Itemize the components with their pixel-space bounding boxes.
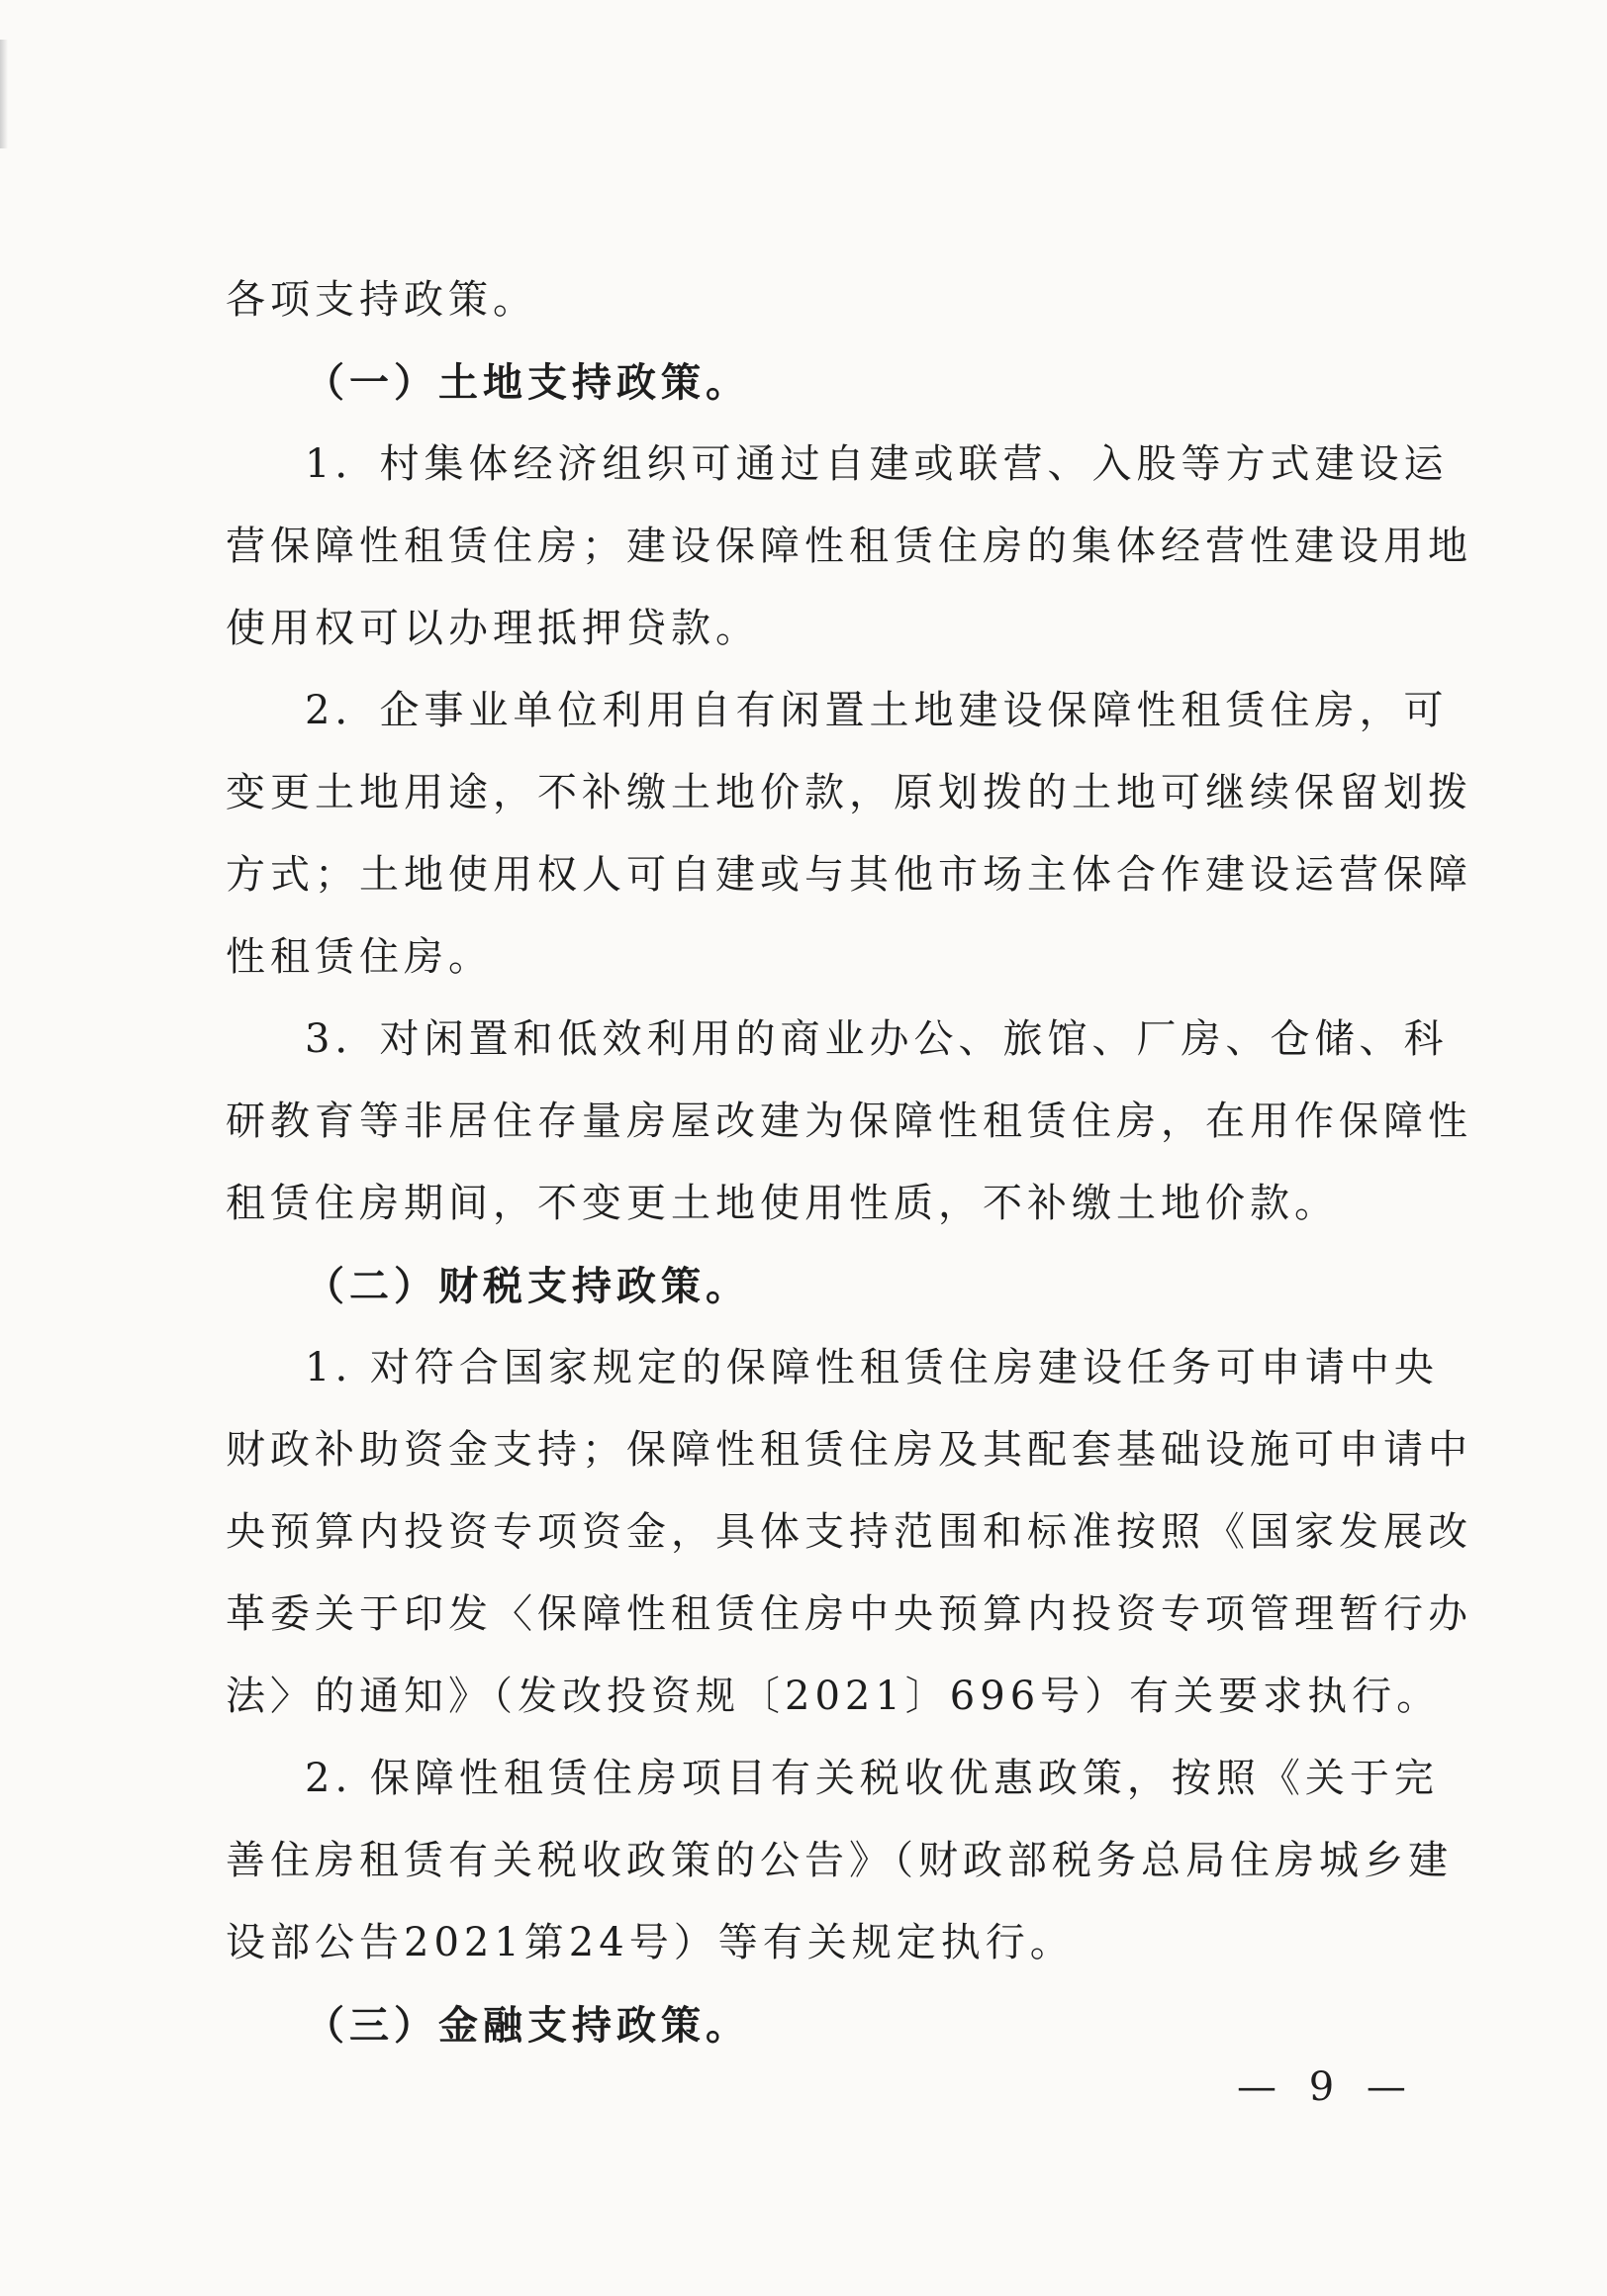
text-line: 变更土地用途，不补缴土地价款，原划拨的土地可继续保留划拨 [226, 770, 1472, 815]
body-text [226, 259, 1472, 2066]
text-line: 善住房租赁有关税收政策的公告》（财政部税务总局住房城乡建 [226, 1838, 1453, 1883]
text-line: 设部公告2021第24号）等有关规定执行。 [226, 1920, 1075, 1965]
section-heading-fiscal: （二）财税支持政策。 [305, 1263, 750, 1309]
section-heading-finance: （三）金融支持政策。 [305, 2002, 750, 2049]
text-line: 各项支持政策。 [226, 277, 537, 323]
text-line: 法〉的通知》（发改投资规〔2021〕696号）有关要求执行。 [226, 1674, 1442, 1719]
text-line: 租赁住房期间，不变更土地使用性质，不补缴土地价款。 [226, 1181, 1339, 1226]
text-line: 3．对闲置和低效利用的商业办公、旅馆、厂房、仓储、科 [305, 1016, 1449, 1062]
text-line: 使用权可以办理抵押贷款。 [226, 606, 760, 651]
text-line: 性租赁住房。 [226, 934, 493, 980]
text-line: 1. 对符合国家规定的保障性租赁住房建设任务可申请中央 [305, 1345, 1439, 1390]
text-line: 央预算内投资专项资金，具体支持范围和标准按照《国家发展改 [226, 1509, 1472, 1555]
text-line: 财政补助资金支持；保障性租赁住房及其配套基础设施可申请中 [226, 1427, 1472, 1473]
section-heading-land: （一）土地支持政策。 [305, 359, 750, 406]
text-line: 研教育等非居住存量房屋改建为保障性租赁住房，在用作保障性 [226, 1099, 1472, 1144]
page-number: — 9 — [1237, 2064, 1416, 2110]
text-line: 2．企事业单位利用自有闲置土地建设保障性租赁住房，可 [305, 688, 1449, 733]
text-line: 1．村集体经济组织可通过自建或联营、入股等方式建设运 [305, 441, 1449, 487]
text-line: 革委关于印发〈保障性租赁住房中央预算内投资专项管理暂行办 [226, 1591, 1472, 1637]
text-line: 营保障性租赁住房；建设保障性租赁住房的集体经营性建设用地 [226, 524, 1472, 569]
scan-edge-shadow [0, 40, 8, 148]
text-line: 2. 保障性租赁住房项目有关税收优惠政策，按照《关于完 [305, 1756, 1439, 1801]
text-line: 方式；土地使用权人可自建或与其他市场主体合作建设运营保障 [226, 852, 1472, 898]
